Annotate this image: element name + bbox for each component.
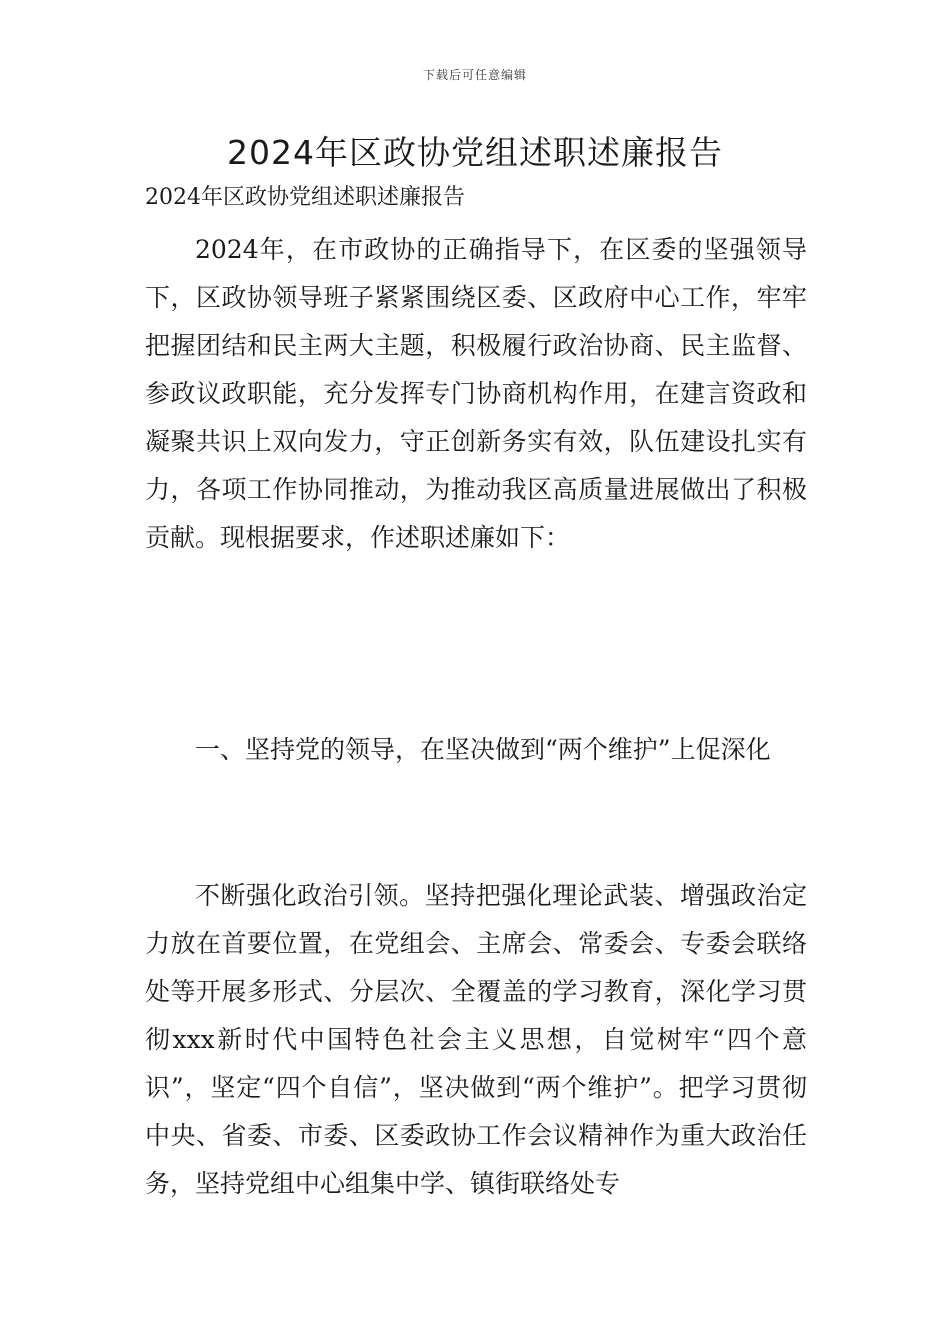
header-note: 下载后可任意编辑 — [422, 68, 527, 82]
section-body-paragraph: 不断强化政治引领。坚持把强化理论武装、增强政治定力放在首要位置，在党组会、主席会、常委会、专委会联络处等开展多形式、分层次、全覆盖的学习教育，深化学习贯彻xxx新时代中国特色社会主义思想，自觉树牢“四个意识”，坚定“四个自信”，坚决做到“两个维护”。把学习贯彻中央、省委、市委、区委政协工作会议精神作为重大政治任务，坚持党组中心组集中学、镇街联络处专 — [145, 881, 807, 1198]
document-subtitle: 2024年区政协党组述职述廉报告 — [145, 185, 465, 210]
section-body-block — [145, 872, 807, 1208]
document-title: 2024年区政协党组述职述廉报告 — [227, 133, 723, 172]
section-heading-block — [145, 726, 807, 774]
section-heading: 一、坚持党的领导，在坚决做到“两个维护”上促深化 — [195, 735, 771, 764]
intro-paragraph-block — [145, 226, 807, 562]
intro-paragraph: 2024年，在市政协的正确指导下，在区委的坚强领导下，区政协领导班子紧紧围绕区委、区政府中心工作，牢牢把握团结和民主两大主题，积极履行政治协商、民主监督、参政议政职能，充分发挥专门协商机构作用，在建言资政和凝聚共识上双向发力，守正创新务实有效，队伍建设扎实有力，各项工作协同推动，为推动我区高质量进展做出了积极贡献。现根据要求，作述职述廉如下： — [145, 235, 807, 552]
